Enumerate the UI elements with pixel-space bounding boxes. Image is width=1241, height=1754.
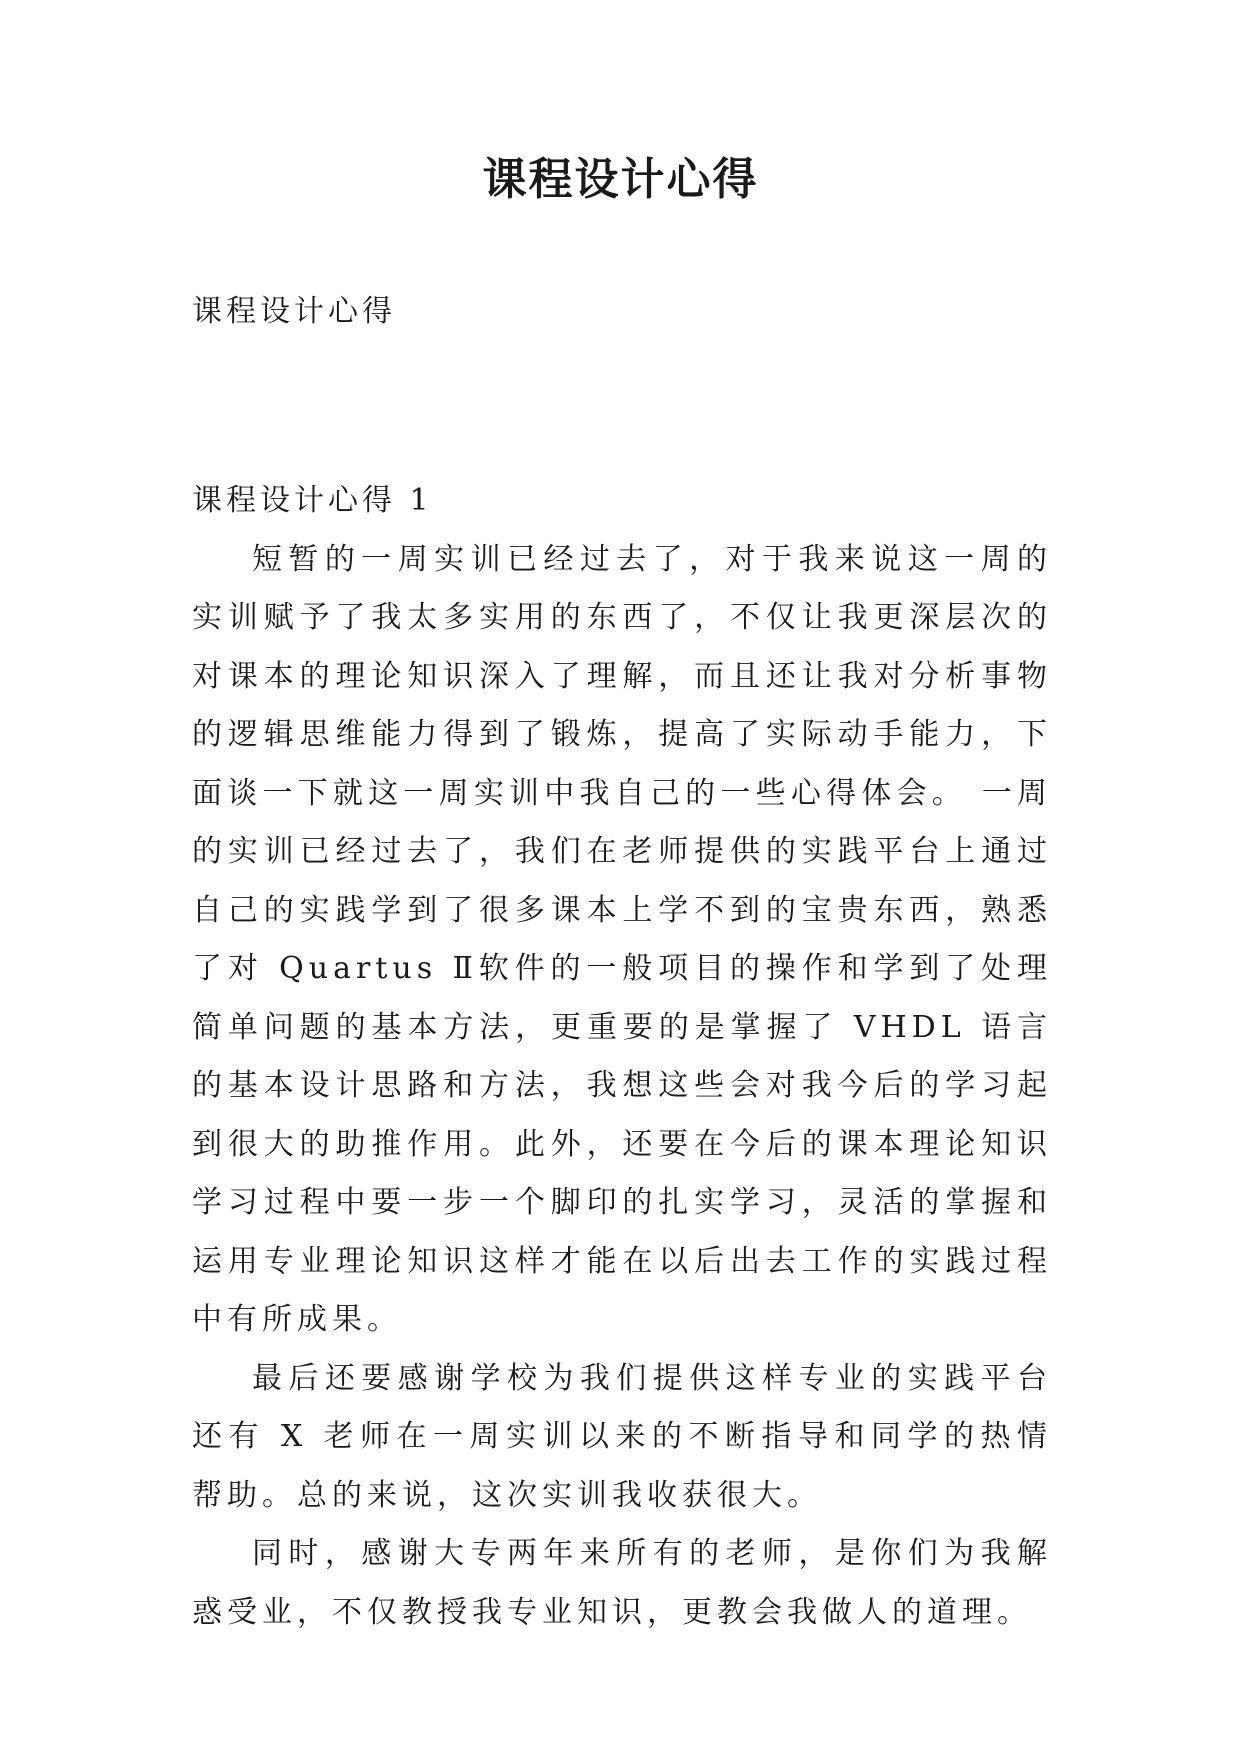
paragraph-1: 短暂的一周实训已经过去了，对于我来说这一周的实训赋予了我太多实用的东西了，不仅让我更深层次的对课本的理论知识深入了理解，而且还让我对分析事物的逻辑思维能力得到了锻炼，提高了实际动手能力，下面谈一下就这一周实训中我自己的一些心得体会。 一周的实训已经过去了，我们在老师提供的实践平台上通过自己的实践学到了很多课本上学不到的宝贵东西，熟悉了对 Quartus Ⅱ软件的一般项目的操作和学到了处理简单问题的基本方法，更重要的是掌握了 VHDL 语言的基本设计思路和方法，我想这些会对我今后的学习起到很大的助推作用。此外，还要在今后的课本理论知识学习过程中要一步一个脚印的扎实学习，灵活的掌握和运用专业理论知识这样才能在以后出去工作的实践过程中有所成果。 [192,541,1052,1337]
paragraph-2: 最后还要感谢学校为我们提供这样专业的实践平台还有 X 老师在一周实训以来的不断指导和同学的热情帮助。总的来说，这次实训我收获很大。 [192,1360,1052,1513]
document-body [192,472,1052,1642]
paragraph-3: 同时，感谢大专两年来所有的老师，是你们为我解惑受业，不仅教授我专业知识，更教会我做人的道理。 [192,1536,1052,1630]
document-title: 课程设计心得 [482,154,759,205]
document-subtitle: 课程设计心得 [192,294,396,329]
section-heading: 课程设计心得 1 [192,483,433,518]
